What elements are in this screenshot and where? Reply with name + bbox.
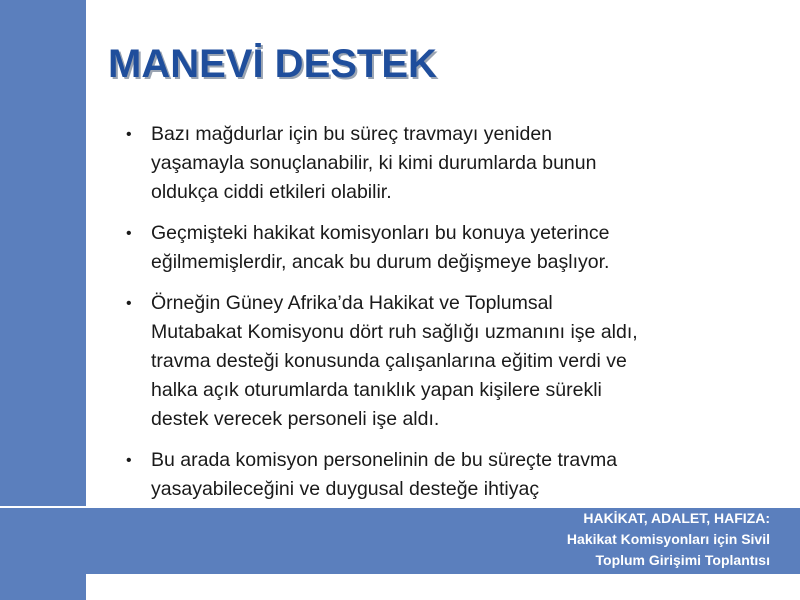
bottom-strip — [0, 574, 800, 600]
bullet-text-line: yaşamayla sonuçlanabilir, ki kimi durumlarda bunun — [151, 152, 597, 174]
bullet-text-line: destek verecek personeli işe aldı. — [151, 408, 440, 430]
bullet-item — [126, 289, 766, 434]
bullet-icon: • — [126, 452, 132, 469]
bullet-item — [126, 120, 766, 207]
bullet-icon: • — [126, 225, 132, 242]
bullet-item — [126, 219, 766, 277]
bullet-text-line: Bazı mağdurlar için bu süreç travmayı yeniden — [151, 123, 553, 145]
bullet-text-line: yasayabileceğini ve duygusal desteğe ihtiyaç — [151, 478, 540, 500]
slide-title: MANEVİ DESTEK — [108, 42, 437, 86]
bullet-item — [126, 446, 766, 504]
bullet-text-line: eğilmemişlerdir, ancak bu durum değişmeye başlıyor. — [151, 251, 610, 273]
bullet-text-line: halka açık oturumlarda tanıklık yapan kişilere sürekli — [151, 379, 602, 401]
footer-caption — [410, 508, 770, 571]
bullet-text-line: Bu arada komisyon personelinin de bu süreçte travma — [151, 449, 618, 471]
footer-line-subtitle: Hakikat Komisyonları için Sivil — [566, 531, 770, 547]
bottom-strip-accent — [0, 574, 86, 600]
bullet-icon: • — [126, 126, 132, 143]
bullet-text-line: Geçmişteki hakikat komisyonları bu konuya yeterince — [151, 222, 610, 244]
bullet-icon: • — [126, 295, 132, 312]
bullet-text-line: oldukça ciddi etkileri olabilir. — [151, 181, 392, 203]
bullet-text-line: Mutabakat Komisyonu dört ruh sağlığı uzmanını işe aldı, — [151, 321, 638, 343]
bullet-list — [126, 120, 766, 516]
bullet-text-line: travma desteği konusunda çalışanlarına eğitim verdi ve — [151, 350, 627, 372]
footer-line-event: Toplum Girişimi Toplantısı — [595, 552, 770, 568]
footer-line-title: HAKİKAT, ADALET, HAFIZA: — [583, 510, 770, 526]
bullet-text-line: Örneğin Güney Afrika’da Hakikat ve Toplumsal — [151, 292, 553, 314]
